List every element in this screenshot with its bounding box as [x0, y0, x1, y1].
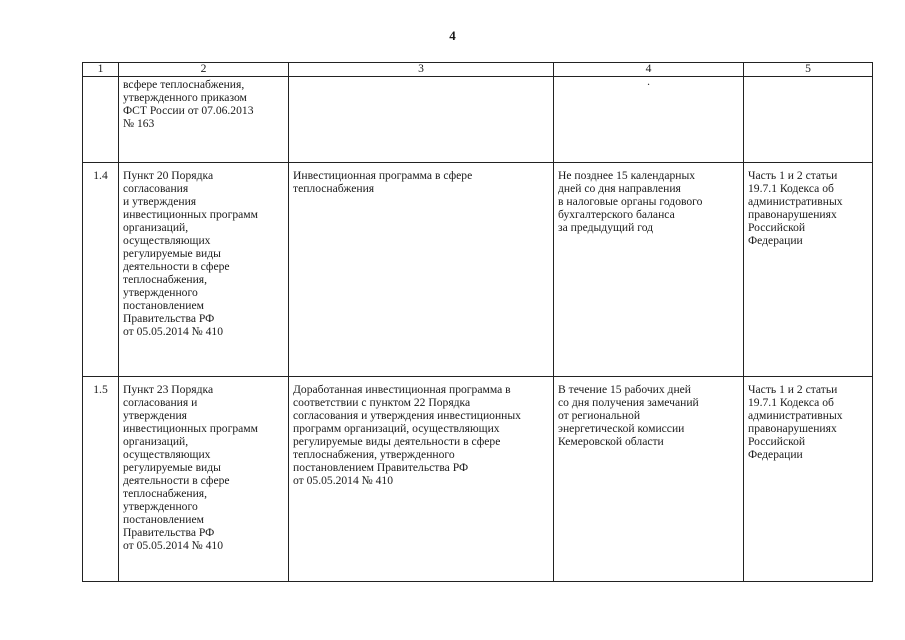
column-header-1: 1 [83, 63, 119, 77]
legal-basis-cell: Пункт 20 Порядка согласования и утверждения инвестиционных программ организаций, осуществляющих регулируемые виды деятельности в сфере теплоснабжения, утвержденного постановлением Правительства РФ от 05.05.2014 № 410 [119, 163, 289, 377]
liability-cell [744, 77, 873, 163]
document-cell: Инвестиционная программа в сфере теплоснабжения [289, 163, 554, 377]
legal-basis-cell: Пункт 23 Порядка согласования и утверждения инвестиционных программ организаций, осуществляющих регулируемые виды деятельности в сфере теплоснабжения, утвержденного постановлением Правительства РФ от 05.05.2014 № 410 [119, 377, 289, 582]
column-header-5: 5 [744, 63, 873, 77]
header-row [83, 63, 873, 77]
document-table [82, 62, 873, 582]
deadline-cell: · [554, 77, 744, 163]
column-header-4: 4 [554, 63, 744, 77]
row-number: 1.5 [83, 377, 119, 582]
row-number [83, 77, 119, 163]
document-cell: Доработанная инвестиционная программа в соответствии с пунктом 22 Порядка согласования и утверждения инвестиционных программ организаций, осуществляющих регулируемые виды деятельности в сфере теплоснабжения, утвержденного постановлением Правительства РФ от 05.05.2014 № 410 [289, 377, 554, 582]
page-number: 4 [449, 28, 456, 43]
deadline-cell: Не позднее 15 календарных дней со дня направления в налоговые органы годового бухгалтерского баланса за предыдущий год [554, 163, 744, 377]
deadline-cell: В течение 15 рабочих дней со дня получения замечаний от региональной энергетической комиссии Кемеровской области [554, 377, 744, 582]
table-row-1-4 [83, 163, 873, 377]
document-cell [289, 77, 554, 163]
table-row-1-5 [83, 377, 873, 582]
column-header-2: 2 [119, 63, 289, 77]
column-header-3: 3 [289, 63, 554, 77]
liability-cell: Часть 1 и 2 статьи 19.7.1 Кодекса об административных правонарушениях Российской Федерации [744, 163, 873, 377]
liability-cell: Часть 1 и 2 статьи 19.7.1 Кодекса об административных правонарушениях Российской Федерации [744, 377, 873, 582]
table-row-continuation [83, 77, 873, 163]
legal-basis-cell: всфере теплоснабжения, утвержденного приказом ФСТ России от 07.06.2013 № 163 [119, 77, 289, 163]
row-number: 1.4 [83, 163, 119, 377]
